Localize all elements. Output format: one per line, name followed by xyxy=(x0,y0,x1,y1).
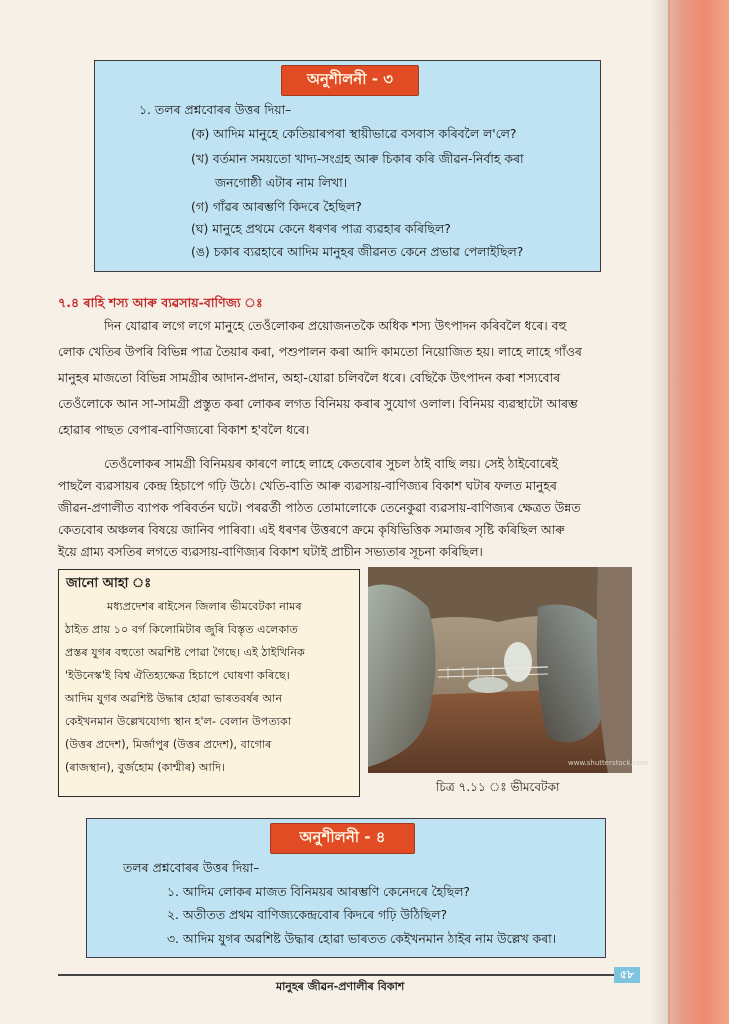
paragraph-1-line-2: লোক খেতিৰ উপৰি বিভিন্ন পাত্ৰ তৈয়াৰ কৰা, পশুপালন কৰা আদি কামতো নিয়োজিত হয়। লাহে লাহে গাঁওৰ xyxy=(58,345,582,359)
photo-watermark: www.shutterstock.com xyxy=(568,759,648,767)
figure-caption: চিত্ৰ ৭.১১ ঃ ভীমবেটকা xyxy=(436,780,560,794)
paragraph-1-line-3: মানুহৰ মাজতো বিভিন্ন সামগ্ৰীৰ আদান-প্ৰদান, অহা-যোৱা চলিবলৈ ধৰে। বেছিকৈ উৎপাদন কৰা শস্যবোৰ xyxy=(58,371,561,385)
did-you-know-line-1: মধ্যপ্ৰদেশৰ ৰাইসেন জিলাৰ ভীমবেটকা নামৰ xyxy=(107,600,302,613)
did-you-know-title: জানো আহা ঃ xyxy=(66,576,152,591)
exercise-3-item-b-cont: জনগোষ্ঠী এটাৰ নাম লিখা। xyxy=(215,175,348,190)
section-title: ৭.৪ ৰাহি শস্য আৰু ব্যৱসায়-বাণিজ্য ঃ xyxy=(58,295,263,310)
exercise-3-item-a: (ক) আদিম মানুহে কেতিয়াৰপৰা স্থায়ীভাৱে বসবাস কৰিবলৈ ল'লে? xyxy=(191,126,517,141)
paragraph-2-line-5: ইয়ে গ্ৰাম্য বসতিৰ লগতে ব্যৱসায়-বাণিজ্যৰ বিকাশ ঘটাই প্ৰাচীন সভ্যতাৰ সূচনা কৰিছিল। xyxy=(58,545,483,559)
page-number: ৫৮ xyxy=(614,967,640,983)
paragraph-2-line-1: তেওঁলোকৰ সামগ্ৰী বিনিময়ৰ কাৰণে লাহে লাহে কেতবোৰ সুচল ঠাই বাছি লয়। সেই ঠাইবোৰেই xyxy=(104,457,558,471)
bhimbetka-photo xyxy=(368,567,648,773)
did-you-know-line-7: (উত্তৰ প্ৰদেশ), মিৰ্জাপুৰ (উত্তৰ প্ৰদেশ), বাগোৰ xyxy=(65,738,272,751)
paragraph-2-line-4: কেতবোৰ অঞ্চলৰ বিষয়ে জানিব পাৰিবা। এই ধৰণৰ উত্তৰণে ক্ৰমে কৃষিভিত্তিক সমাজৰ সৃষ্টি কৰিছিল আৰু xyxy=(58,523,565,537)
did-you-know-box xyxy=(58,569,360,797)
binding-shadow xyxy=(650,0,670,1024)
paragraph-1-line-1: দিন যোৱাৰ লগে লগে মানুহে তেওঁলোকৰ প্ৰয়োজনতকৈ অধিক শস্য উৎপাদন কৰিবলৈ ধৰে। বহু xyxy=(104,319,567,333)
exercise-3-item-e: (ঙ) চকাৰ ব্যৱহাৰে আদিম মানুহৰ জীৱনত কেনে প্ৰভাৱ পেলাইছিল? xyxy=(191,244,524,259)
did-you-know-line-6: কেইখনমান উল্লেখযোগ্য স্থান হ'ল- বেলান উপত্যকা xyxy=(65,715,292,728)
did-you-know-line-8: (ৰাজস্থান), বুৰ্জহোম (কাশ্মীৰ) আদি। xyxy=(65,761,226,774)
did-you-know-line-3: প্ৰস্তৰ যুগৰ বহুতো অৱশিষ্ট পোৱা গৈছে। এই ঠাইখিনিক xyxy=(65,646,305,659)
paragraph-1-line-4: তেওঁলোকে আন সা-সামগ্ৰী প্ৰস্তুত কৰা লোকৰ লগত বিনিময় কৰাৰ সুযোগ ওলাল। বিনিময় ব্যৱস্থাটো আৰম্ভ xyxy=(58,397,578,411)
did-you-know-line-5: আদিম যুগৰ অৱশিষ্ট উদ্ধাৰ হোৱা ভাৰতবৰ্ষৰ আন xyxy=(65,692,283,705)
exercise-3-item-b: (খ) বৰ্তমান সময়তো খাদ্য-সংগ্ৰহ আৰু চিকাৰ কৰি জীৱন-নিৰ্বাহ কৰা xyxy=(191,151,524,166)
paragraph-1-line-5: হোৱাৰ পাছত বেপাৰ-বাণিজ্যৰো বিকাশ হ'বলৈ ধৰে। xyxy=(58,423,310,437)
did-you-know-line-4: 'ইউনেস্ক'ই বিশ্ব ঐতিহ্যক্ষেত্ৰ হিচাপে ঘোষণা কৰিছে। xyxy=(65,669,290,682)
exercise-4-item-2: ২. অতীতত প্ৰথম বাণিজ্যকেন্দ্ৰবোৰ কিদৰে গঢ়ি উঠিছিল? xyxy=(167,907,448,922)
rock-shelter-illustration xyxy=(368,567,648,773)
exercise-4-heading: অনুশীলনী - ৪ xyxy=(270,823,415,854)
footer-title: মানুহৰ জীৱন-প্ৰণালীৰ বিকাশ xyxy=(276,980,405,993)
exercise-4-item-1: ১. আদিম লোকৰ মাজত বিনিময়ৰ আৰম্ভণি কেনেদৰে হৈছিল? xyxy=(167,884,471,899)
exercise-3-item-d: (ঘ) মানুহে প্ৰথমে কেনে ধৰণৰ পাত্ৰ ব্যৱহাৰ কৰিছিল? xyxy=(191,221,451,236)
paragraph-2-line-2: পাছলৈ ব্যৱসায়ৰ কেন্দ্ৰ হিচাপে গঢ়ি উঠে। খেতি-বাতি আৰু ব্যৱসায়-বাণিজ্যৰ বিকাশ ঘটাৰ ফলত মানুহৰ xyxy=(58,479,557,493)
exercise-3-item-c: (গ) গাঁৱৰ আৰম্ভণি কিদৰে হৈছিল? xyxy=(191,199,362,214)
page-edge xyxy=(668,0,729,1024)
exercise-3-heading: অনুশীলনী - ৩ xyxy=(281,65,419,96)
exercise-3-question: ১. তলৰ প্ৰশ্নবোৰৰ উত্তৰ দিয়া– xyxy=(139,102,292,117)
exercise-4-box xyxy=(86,818,606,958)
exercise-4-item-3: ৩. আদিম যুগৰ অৱশিষ্ট উদ্ধাৰ হোৱা ভাৰতত কেইখনমান ঠাইৰ নাম উল্লেখ কৰা। xyxy=(167,931,557,946)
paragraph-2-line-3: জীৱন-প্ৰণালীত ব্যাপক পৰিবৰ্তন ঘটে। পৰৱৰ্তী পাঠত তোমালোকে তেনেকুৱা ব্যৱসায়-বাণিজ্যৰ ক্ষেত্ৰত উন্নত xyxy=(58,501,581,515)
exercise-4-question: তলৰ প্ৰশ্নবোৰৰ উত্তৰ দিয়া– xyxy=(123,860,260,875)
did-you-know-line-2: ঠাইত প্ৰায় ১০ বৰ্গ কিলোমিটাৰ জুৰি বিস্তৃত এলেকাত xyxy=(65,623,298,636)
exercise-3-box xyxy=(94,60,601,272)
footer-rule xyxy=(58,974,618,976)
